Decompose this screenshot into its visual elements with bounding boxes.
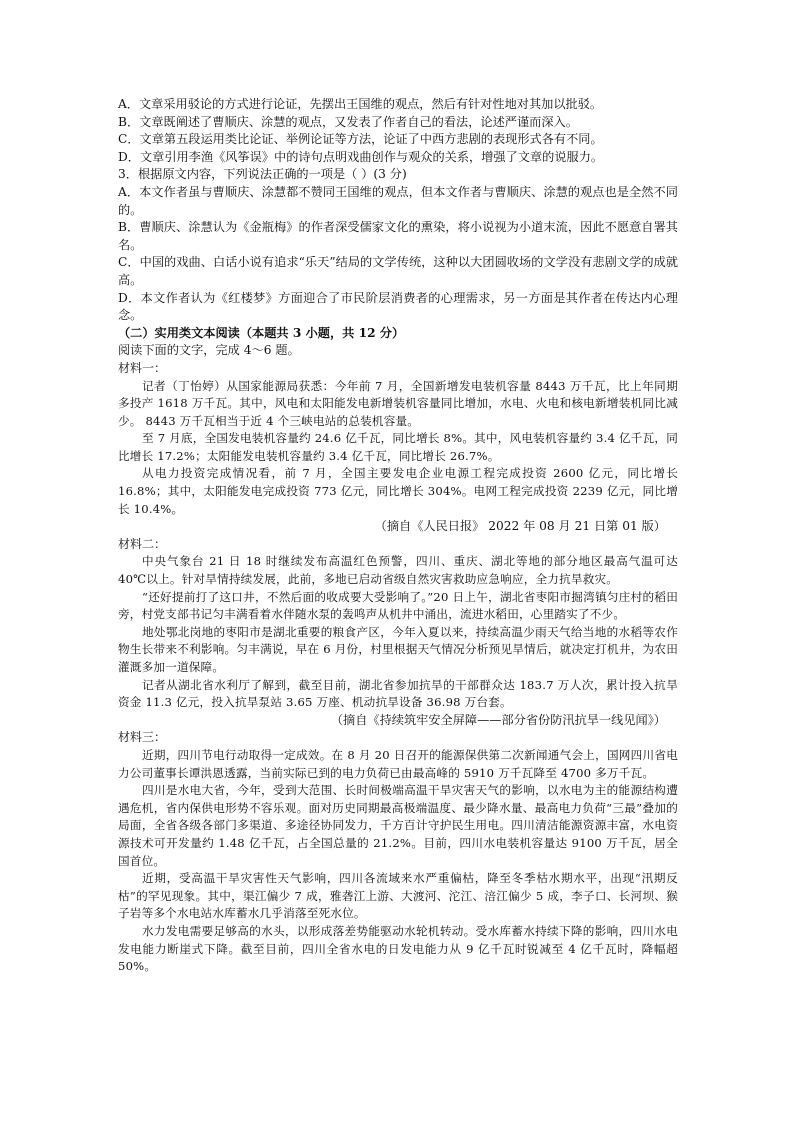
material-1 <box>118 360 678 536</box>
exam-page <box>118 96 678 976</box>
q2-option-a: A．文章采用驳论的方式进行论证，先摆出王国维的观点，然后有针对性地对其加以批驳。 <box>118 97 603 111</box>
material-2-paragraph: “还好提前打了这口井，不然后面的收成要大受影响了。”20 日上午，湖北省枣阳市掘湾镇匀庄村的稻田旁，村党支部书记匀丰满看着水伴随水泵的轰鸣声从机井中涌出，流进水稻田，心里踏实了不少。 <box>118 589 678 622</box>
q3-option-d: D．本文作者认为《红楼梦》方面迎合了市民阶层消费者的心理需求，另一方面是其作者在传达内心理念。 <box>118 290 678 323</box>
material-3-paragraph: 四川是水电大省，今年，受到大范围、长时间极端高温干旱灾害天气的影响，以水电为主的能源结构遭遇危机，省内保供电形势不容乐观。面对历史同期最高极端温度、最少降水量、最高电力负荷“三最”叠加的局面，全省各级各部门多渠道、多途径协同发力，千方百计守护民生用电。四川清洁能源资源丰富，水电资源技术可开发量约 1.48 亿千瓦，占全国总量的 21.2%。目前，四川水电装机容量达 9100 万千瓦，居全国首位。 <box>118 783 678 868</box>
section2-heading: （二）实用类文本阅读（本题共 3 小题，共 12 分） <box>118 325 405 340</box>
q3-stem: 3．根据原文内容，下列说法正确的一项是（ ）(3 分) <box>118 167 407 182</box>
material-3 <box>118 729 678 975</box>
material-1-paragraph: 至 7 月底，全国发电装机容量约 24.6 亿千瓦，同比增长 8%。其中，风电装机容量约 3.4 亿千瓦，同比增长 17.2%；太阳能发电装机容量约 3.4 亿千瓦，同比增长 26.7%。 <box>118 431 678 463</box>
material-2-source: （摘自《持续筑牢安全屏障——部分省份防汛抗旱一线见闻》） <box>330 712 666 727</box>
material-2-paragraph: 记者从湖北省水利厅了解到，截至目前，湖北省参加抗旱的干部群众达 183.7 万人次，累计投入抗旱资金 11.3 亿元，投入抗旱泵站 3.65 万座、机动抗旱设备 36.98 万台套。 <box>118 677 678 710</box>
material-2 <box>118 536 678 730</box>
q2-option-c: C．文章第五段运用类比论证、举例论证等方法，论证了中西方悲剧的表现形式各有不同。 <box>118 132 603 147</box>
q2-option-b: B．文章既阐述了曹顺庆、涂慧的观点，又发表了作者自己的看法，论述严谨而深入。 <box>118 114 578 129</box>
material-3-label: 材料三： <box>118 730 167 745</box>
material-1-paragraph: 从电力投资完成情况看，前 7 月，全国主要发电企业电源工程完成投资 2600 亿元，同比增长 16.8%；其中，太阳能发电完成投资 773 亿元，同比增长 304%。电网工程完成投资 2239 亿元，同比增长 10.4%。 <box>118 466 678 516</box>
section2-instruction: 阅读下面的文字，完成 4～6 题。 <box>118 343 300 358</box>
material-2-paragraph: 地处鄂北岗地的枣阳市是湖北重要的粮食产区，今年入夏以来，持续高温少雨天气给当地的水稻等农作物生长带来不利影响。匀丰满说，早在 6 月份，村里根据天气情况分析预见旱情后，就决定打机井，为农田灌溉多加一道保障。 <box>118 624 678 674</box>
material-2-label: 材料二： <box>118 536 167 551</box>
q3-option-a: A．本文作者虽与曹顺庆、涂慧都不赞同王国维的观点，但本文作者与曹顺庆、涂慧的观点也是全然不同的。 <box>118 184 678 217</box>
material-1-source: （摘自《人民日报》 2022 年 08 月 21 日第 01 版） <box>374 519 666 534</box>
material-2-paragraph: 中央气象台 21 日 18 时继续发布高温红色预警，四川、重庆、湖北等地的部分地区最高气温可达 40℃以上。针对旱情持续发展，此前，多地已启动省级自然灾害救助应急响应，全力抗旱救灾。 <box>118 554 678 587</box>
q2-option-d: D．文章引用李渔《风筝误》中的诗句点明戏曲创作与观众的关系，增强了文章的说服力。 <box>118 149 604 164</box>
material-1-label: 材料一： <box>118 360 167 375</box>
material-3-paragraph: 近期，四川节电行动取得一定成效。在 8 月 20 日召开的能源保供第二次新闻通气会上，国网四川省电力公司董事长谭洪恩透露，当前实际已到的电力负荷已由最高峰的 5910 万千瓦降至 4700 多万千瓦。 <box>118 747 678 780</box>
material-1-paragraph: 记者（丁怡婷）从国家能源局获悉：今年前 7 月，全国新增发电装机容量 8443 万千瓦，比上年同期多投产 1618 万千瓦。其中，风电和太阳能发电新增装机容量同比增加，水电、火电和核电新增装机同比减少。 8443 万千瓦相当于近 4 个三峡电站的总装机容量。 <box>118 378 678 428</box>
material-3-paragraph: 水力发电需要足够高的水头，以形成落差势能驱动水轮机转动。受水库蓄水持续下降的影响，四川水电发电能力断崖式下降。截至目前，四川全省水电的日发电能力从 9 亿千瓦时锐减至 4 亿千瓦时，降幅超 50%。 <box>118 923 678 974</box>
q2-options <box>118 96 678 166</box>
q3-block <box>118 166 678 324</box>
q3-option-b: B．曹顺庆、涂慧认为《金瓶梅》的作者深受儒家文化的熏染，将小说视为小道末流，因此不愿意自署其名。 <box>118 220 678 252</box>
material-3-paragraph: 近期，受高温干旱灾害性天气影响，四川各流域来水严重偏枯，降至冬季枯水期水平，出现“汛期反枯”的罕见现象。其中，渠江偏少 7 成，雅砻江上游、大渡河、沱江、涪江偏少 5 成，李子口、长河坝、猴子岩等多个水电站水库蓄水几乎消落至死水位。 <box>118 871 678 921</box>
q3-option-c: C．中国的戏曲、白话小说有追求“乐天”结局的文学传统，这种以大团圆收场的文学没有悲剧文学的成就高。 <box>118 255 678 287</box>
